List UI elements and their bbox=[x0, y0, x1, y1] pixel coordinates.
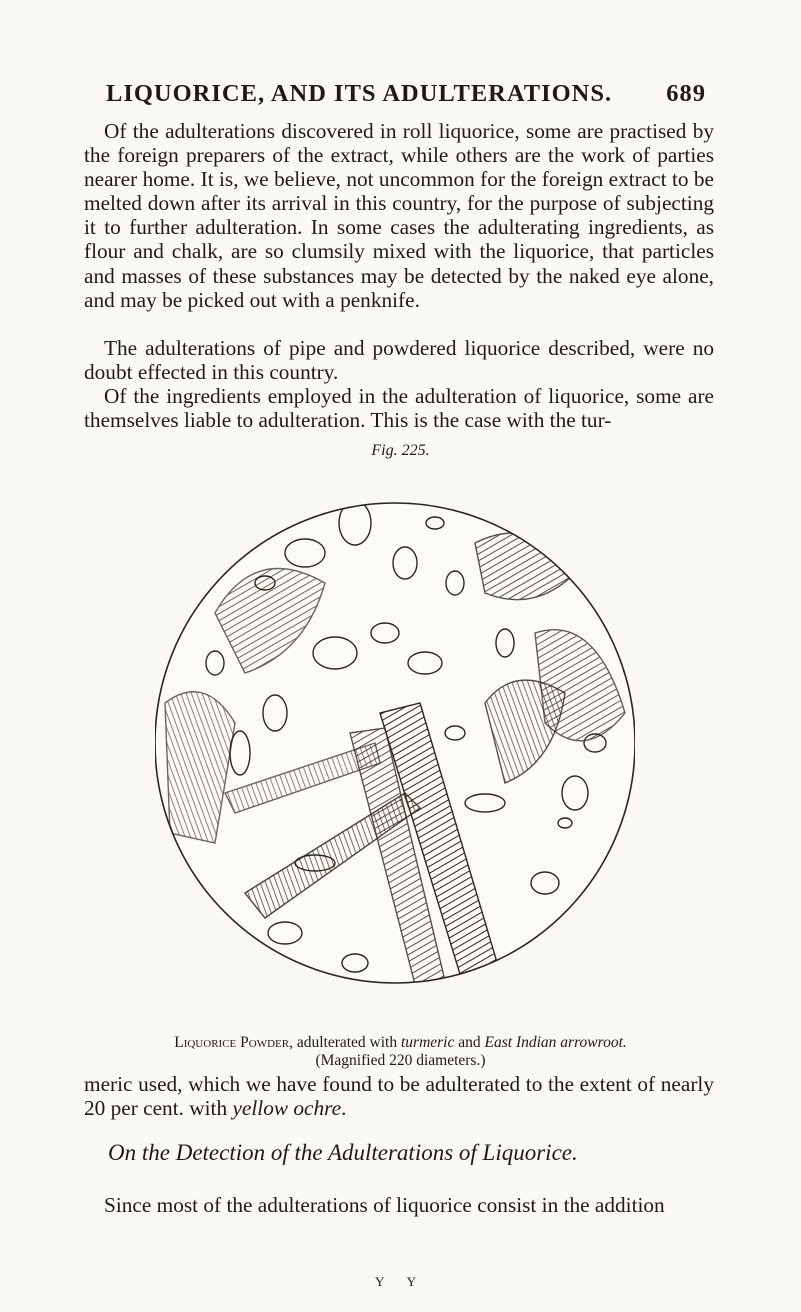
caption-turmeric: turmeric bbox=[400, 1034, 455, 1051]
final-paragraph: Since most of the adulterations of liquorice consist in the addition bbox=[104, 1193, 665, 1217]
caption-arrowroot: East Indian arrowroot. bbox=[484, 1034, 627, 1051]
running-title: LIQUORICE, AND ITS ADULTERATIONS. bbox=[106, 80, 613, 107]
caption-magnification: (Magnified 220 diameters.) bbox=[315, 1052, 486, 1069]
caption-title: Liquorice Powder bbox=[174, 1034, 290, 1051]
paragraph-2: The adulterations of pipe and powdered liquorice described, were no doubt effected in this country. bbox=[84, 336, 714, 385]
yellow-ochre-emphasis: yellow ochre bbox=[232, 1096, 342, 1121]
signature-mark: Y Y bbox=[374, 1274, 427, 1289]
page-number: 689 bbox=[666, 80, 706, 107]
continuation-text: meric used, which we have found to be adulterated to the extent of nearly 20 per cent. with bbox=[84, 1072, 714, 1121]
paragraph-1: Of the adulterations discovered in roll liquorice, some are practised by the foreign preparers of the extract, while others are the work of parties nearer home. It is, we believe, not uncommon for the foreign extract to be melted down after its arrival in this country, for the purpose of subjecting it to further adulteration. In some cases the adulterating ingredients, as flour and chalk, are so clumsily mixed with the liquorice, that particles and masses of these substances may be detected by the naked eye alone, and may be picked out with a penknife. bbox=[84, 119, 714, 312]
continuation-paragraph bbox=[84, 1072, 714, 1120]
continuation-end: . bbox=[341, 1096, 347, 1121]
caption-and: and bbox=[454, 1034, 485, 1051]
section-title: On the Detection of the Adulterations of Liquorice. bbox=[108, 1140, 578, 1165]
figure-caption bbox=[0, 1034, 801, 1070]
microscope-illustration bbox=[155, 463, 635, 1023]
caption-mid: , adulterated with bbox=[289, 1034, 401, 1051]
paragraph-3: Of the ingredients employed in the adulteration of liquorice, some are themselves liable to adulteration. This is the case with the tur- bbox=[84, 384, 714, 433]
figure-label: Fig. 225. bbox=[371, 442, 430, 459]
running-header bbox=[106, 80, 706, 108]
